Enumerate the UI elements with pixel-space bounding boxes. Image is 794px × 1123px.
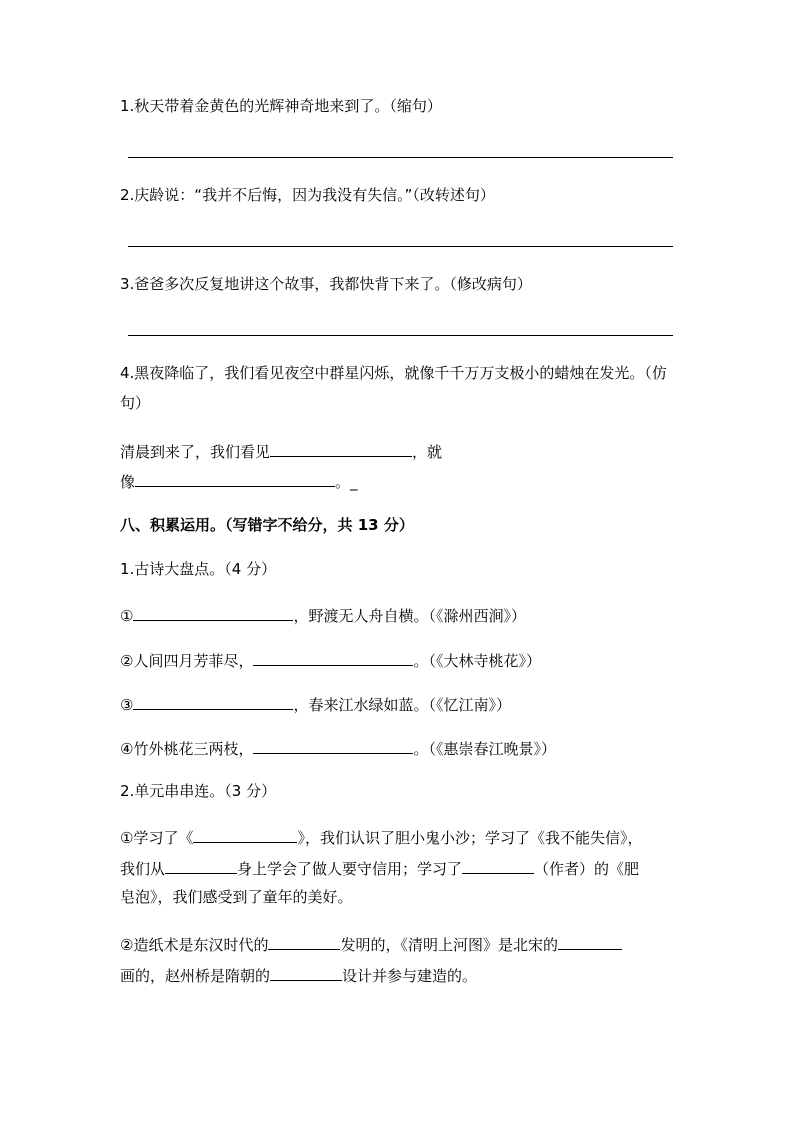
poem-1-suffix: ，野渡无人舟自横。（《滁州西涧》） (293, 607, 526, 625)
unit-1-line-1 (120, 825, 642, 848)
imitation-a-suffix: ，就 (412, 443, 443, 461)
part-1-title-text: 1.古诗大盘点。（4 分） (120, 560, 277, 578)
poem-3-blank[interactable] (133, 692, 293, 710)
unit-1-d: 身上学会了做人要守信用；学习了 (237, 860, 463, 878)
question-4-text: 4.黑夜降临了，我们看见夜空中群星闪烁，就像千千万万支极小的蜡烛在发光。（仿 (120, 364, 667, 382)
imitation-b-suffix: 。_ (335, 473, 358, 491)
answer-line-2[interactable] (128, 246, 673, 247)
unit-1-line-3 (120, 887, 353, 907)
unit-2-line-2 (120, 963, 477, 986)
unit-1-b: 》，我们认识了胆小鬼小沙；学习了《我不能失信》， (297, 829, 643, 847)
part-1-title (120, 559, 276, 579)
poem-2-blank[interactable] (253, 648, 413, 666)
question-2-text: 2.庆龄说：“我并不后悔，因为我没有失信。”（改转述句） (120, 186, 495, 204)
question-4 (120, 363, 667, 383)
unit-2-d: 设计并参与建造的。 (342, 967, 478, 985)
poem-4-prefix: ④竹外桃花三两枝， (120, 740, 254, 758)
imitation-a-prefix: 清晨到来了，我们看见 (120, 443, 271, 461)
imitation-b-blank[interactable] (135, 469, 335, 487)
imitation-line-a (120, 439, 442, 462)
unit-1-blank-person[interactable] (165, 856, 237, 874)
poem-line-3 (120, 692, 511, 715)
question-1-text: 1.秋天带着金黄色的光辉神奇地来到了。（缩句） (120, 97, 442, 115)
question-4-cont (120, 393, 150, 413)
section-8-heading (120, 515, 414, 535)
question-3 (120, 274, 532, 294)
poem-4-suffix: 。（《惠崇春江晚景》） (413, 740, 556, 758)
poem-line-4 (120, 736, 556, 759)
question-4-text-cont: 句） (120, 394, 151, 412)
section-8-heading-text: 八、积累运用。（写错字不给分，共 13 分） (120, 516, 414, 534)
unit-1-e: （作者）的《肥 (534, 860, 640, 878)
imitation-a-blank[interactable] (270, 439, 412, 457)
question-1 (120, 96, 442, 116)
imitation-b-prefix: 像 (120, 473, 136, 491)
unit-1-f: 皂泡》，我们感受到了童年的美好。 (120, 888, 353, 906)
unit-2-blank-designer[interactable] (270, 963, 342, 981)
poem-4-blank[interactable] (253, 736, 413, 754)
poem-line-2 (120, 648, 541, 671)
unit-1-line-2 (120, 856, 639, 879)
unit-2-line-1 (120, 932, 622, 955)
poem-2-suffix: 。（《大林寺桃花》） (413, 652, 541, 670)
imitation-line-b (120, 469, 358, 492)
question-3-text: 3.爸爸多次反复地讲这个故事，我都快背下来了。（修改病句） (120, 275, 532, 293)
unit-1-a: ①学习了《 (120, 829, 194, 847)
poem-1-prefix: ① (120, 607, 134, 625)
unit-2-blank-painter[interactable] (558, 932, 622, 950)
poem-1-blank[interactable] (133, 603, 293, 621)
unit-2-blank-inventor[interactable] (268, 932, 340, 950)
poem-3-suffix: ，春来江水绿如蓝。（《忆江南》） (293, 696, 511, 714)
unit-1-c: 我们从 (120, 860, 166, 878)
part-2-title (120, 781, 276, 801)
poem-line-1 (120, 603, 526, 626)
poem-2-prefix: ②人间四月芳菲尽， (120, 652, 254, 670)
unit-2-c: 画的，赵州桥是隋朝的 (120, 967, 271, 985)
unit-1-blank-author[interactable] (462, 856, 534, 874)
part-2-title-text: 2.单元串串连。（3 分） (120, 782, 277, 800)
question-2 (120, 185, 495, 205)
unit-1-blank-title[interactable] (193, 825, 297, 843)
answer-line-3[interactable] (128, 335, 673, 336)
poem-3-prefix: ③ (120, 696, 134, 714)
unit-2-b: 发明的，《清明上河图》是北宋的 (340, 936, 558, 954)
answer-line-1[interactable] (128, 157, 673, 158)
unit-2-a: ②造纸术是东汉时代的 (120, 936, 269, 954)
